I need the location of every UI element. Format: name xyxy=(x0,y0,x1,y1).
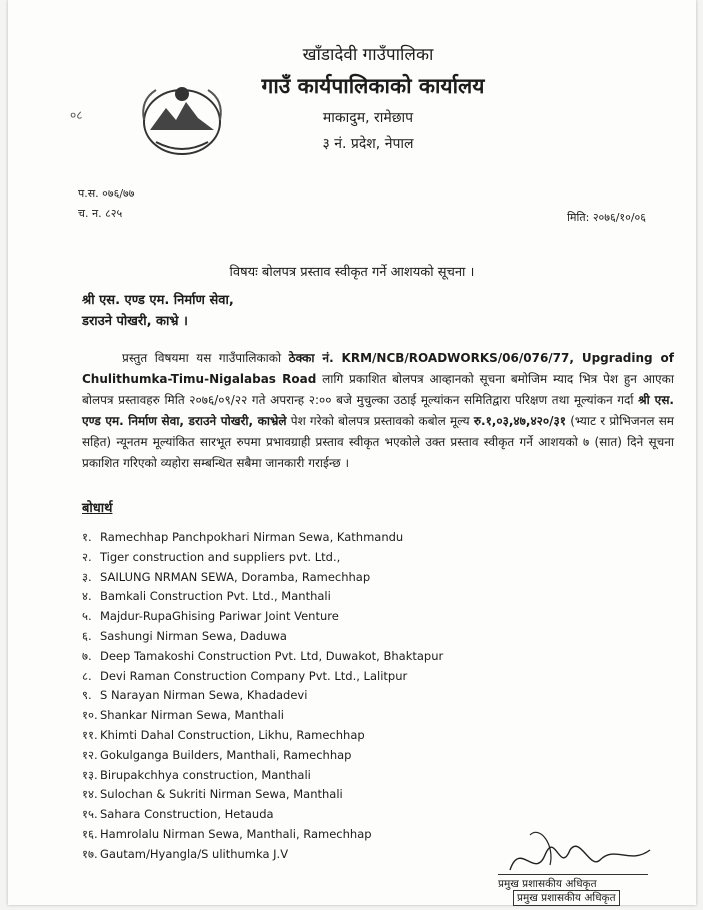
winning-bidder: श्री एस. एण्ड एम. निर्माण सेवा, डराउने पोखरी, काभ्रेले xyxy=(82,393,674,428)
cc-item xyxy=(82,825,443,845)
cc-item-text: SAILUNG NRMAN SEWA, Doramba, Ramechhap xyxy=(100,569,371,584)
cc-item-text: Sahara Construction, Hetauda xyxy=(100,807,274,822)
cc-item xyxy=(82,587,443,607)
cc-item xyxy=(82,706,443,726)
body-text-3: पेश गरेको बोलपत्र प्रस्तावको कबोल मूल्य xyxy=(286,414,474,428)
cc-item xyxy=(82,686,443,706)
cc-item-number: ११. xyxy=(82,727,98,742)
cc-item xyxy=(82,805,443,825)
cc-item-number: १३. xyxy=(82,767,98,782)
cc-item-text: Gokulganga Builders, Manthali, Ramechhap xyxy=(100,747,352,762)
cc-item xyxy=(82,766,443,786)
cc-item xyxy=(82,726,443,746)
cc-item-text: Majdur-RupaGhising Pariwar Joint Venture xyxy=(100,609,339,624)
government-emblem-icon xyxy=(136,80,228,158)
subject-line: विषयः बोलपत्र प्रस्ताव स्वीकृत गर्ने आशयको सूचना । xyxy=(229,265,475,280)
fiscal-year: प.स. ०७६/७७ xyxy=(78,187,135,200)
cc-item-text: Devi Raman Construction Company Pvt. Ltd., Lalitpur xyxy=(100,668,408,683)
cc-item-number: १५. xyxy=(82,807,98,822)
cc-item-number: ६. xyxy=(82,628,92,643)
cc-item-number: ९. xyxy=(82,688,92,703)
dispatch-number: च. न. ८२५ xyxy=(78,207,123,220)
office-name: गाउँ कार्यपालिकाको कार्यालय xyxy=(261,74,485,98)
cc-item-number: १०. xyxy=(82,708,98,723)
body-text-2: लागि प्रकाशित बोलपत्र आव्हानको सूचना बमोजिम म्याद भित्र पेश हुन आएका बोलपत्र प्रस्तावहरु मिति २०७६/०९/२२ गते अपरान्ह २:०० बजे मुचुल्का उठाई मूल्यांकन समितिद्वारा परिक्षण तथा मूल्यांकन गर्दा xyxy=(82,372,674,407)
cc-item-number: १२. xyxy=(82,747,98,762)
cc-item-number: १. xyxy=(82,530,92,544)
cc-item-text: Shankar Nirman Sewa, Manthali xyxy=(100,708,284,723)
cc-item-text: Tiger construction and suppliers pvt. Ltd., xyxy=(100,549,341,564)
cc-item-text: Gautam/Hyangla/S ulithumka J.V xyxy=(100,846,289,861)
bid-amount: रु.१,०३,४७,४२०/३१ xyxy=(473,414,567,428)
cc-item-text: Sulochan & Sukriti Nirman Sewa, Manthali xyxy=(100,787,343,802)
cc-item xyxy=(82,568,443,588)
body-paragraph xyxy=(82,348,674,474)
cc-item xyxy=(82,528,443,548)
cc-item-number: १४. xyxy=(82,787,98,802)
margin-note: ०८ xyxy=(70,108,83,122)
cc-item xyxy=(82,746,443,766)
cc-item xyxy=(82,845,443,865)
cc-item-text: Khimti Dahal Construction, Likhu, Ramechhap xyxy=(100,727,365,742)
letter-date: मिति: २०७६/१०/०६ xyxy=(567,211,646,224)
cc-item-text: Sashungi Nirman Sewa, Daduwa xyxy=(100,628,287,643)
cc-item xyxy=(82,667,443,687)
body-text-1: प्रस्तुत विषयमा यस गाउँपालिकाको xyxy=(122,351,289,365)
cc-item-text: S Narayan Nirman Sewa, Khadadevi xyxy=(100,688,308,703)
cc-item-number: ८. xyxy=(82,668,92,683)
cc-item xyxy=(82,785,443,805)
cc-list xyxy=(82,528,443,865)
cc-item-number: ४. xyxy=(82,589,92,604)
letter-page xyxy=(8,0,696,905)
office-location: माकादुम, रामेछाप xyxy=(322,110,414,126)
cc-item-number: १७. xyxy=(82,846,98,861)
contract-reference: ठेक्का नं. KRM/NCB/ROADWORKS/06/076/77, Upgrading of Chulithumka-Timu-Nigalabas Road xyxy=(82,351,674,386)
cc-item xyxy=(82,548,443,568)
cc-item-number: ५. xyxy=(82,609,92,624)
cc-item-text: Deep Tamakoshi Construction Pvt. Ltd, Duwakot, Bhaktapur xyxy=(100,648,444,663)
cc-item-number: १६. xyxy=(82,826,98,841)
cc-item xyxy=(82,647,443,667)
signatory-title: प्रमुख प्रशासकीय अधिकृत xyxy=(498,874,648,891)
addressee-name: श्री एस. एण्ड एम. निर्माण सेवा, xyxy=(82,293,234,308)
cc-item-text: Birupakchhya construction, Manthali xyxy=(100,767,311,782)
cc-item-text: Ramechhap Panchpokhari Nirman Sewa, Kathmandu xyxy=(100,530,404,544)
signatory-stamp: प्रमुख प्रशासकीय अधिकृत xyxy=(513,890,620,906)
cc-item-text: Hamrolalu Nirman Sewa, Manthali, Ramechhap xyxy=(100,826,372,841)
cc-item-number: २. xyxy=(82,549,92,564)
cc-item-number: ७. xyxy=(82,648,92,663)
addressee-address: डराउने पोखरी, काभ्रे । xyxy=(82,314,188,329)
body-text-4: (भ्याट र प्रोभिजनल सम सहित) न्यूनतम मूल्यांकित सारभूत रुपमा प्रभावग्राही प्रस्ताव स्वीकृत भएकोले उक्त प्रस्ताव स्वीकृत गर्ने आशयको ७ (सात) दिने सूचना प्रकाशित गरिएको व्यहोरा सम्बन्धित सबैमा जानकारी गराईन्छ । xyxy=(82,414,674,470)
municipality-name: खाँडादेवी गाउँपालिका xyxy=(302,45,434,65)
cc-item xyxy=(82,627,443,647)
province-line: ३ नं. प्रदेश, नेपाल xyxy=(322,136,414,152)
cc-item-text: Bamkali Construction Pvt. Ltd., Manthali xyxy=(100,589,331,604)
cc-heading: बोधार्थ xyxy=(82,501,113,516)
cc-item-number: ३. xyxy=(82,569,92,584)
cc-item xyxy=(82,607,443,627)
